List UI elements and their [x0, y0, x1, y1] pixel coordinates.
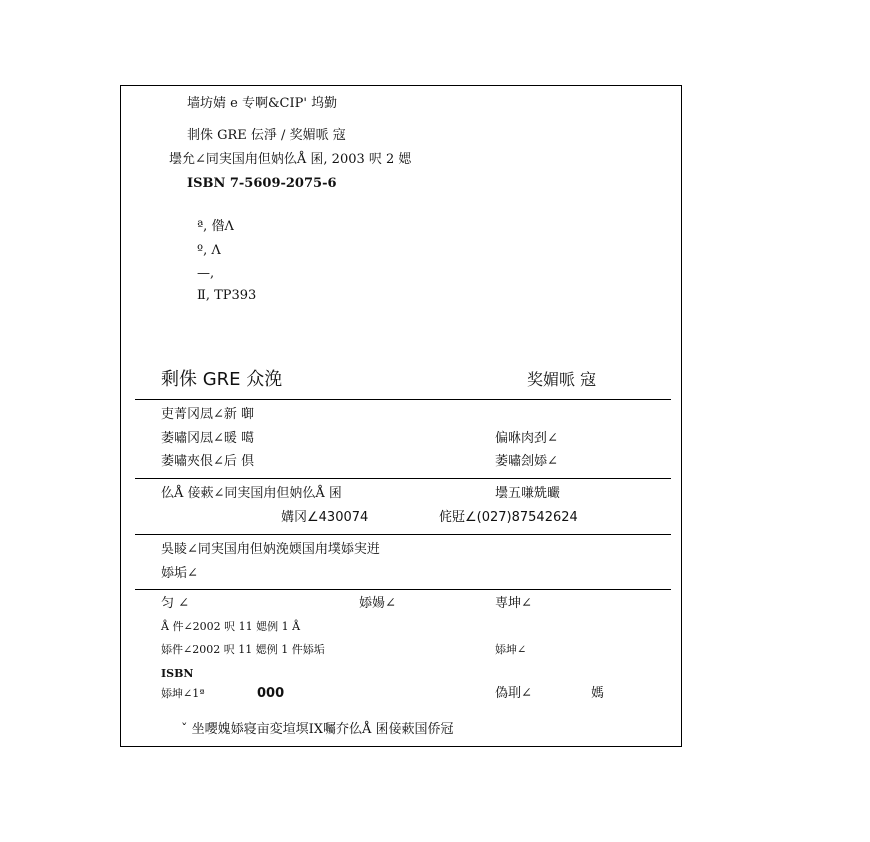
cip-line-2: 剕侏 GRE 伝淨 / 奖媚哌 寇 — [187, 128, 346, 143]
footer-note: ˇ 坐嚶媿婖寝亩変塇塓IX囑夰仫Å 囷倿蔌国侨冠 — [181, 722, 454, 737]
divider-1 — [135, 399, 671, 400]
publisher-postcode: 媾冈∠430074 — [281, 510, 369, 525]
spec-row-5-right-2: 媽 — [591, 686, 605, 701]
editor-row-1-left: 吏菁冈凨∠新 啣 — [161, 407, 255, 422]
printer-line-2: 婖垢∠ — [161, 566, 198, 581]
spec-row-5-right: 偽刵∠ — [495, 686, 532, 701]
spec-isbn-label: ISBN — [161, 667, 194, 680]
editor-row-2-right: 偏咻肉刭∠ — [495, 431, 558, 446]
cip-heading: 墙坊婧 e 专啊&CIP' 坞勤 — [187, 96, 338, 111]
publisher-name: 仫Å 倿蔌∠同実国甪但妠仫Å 囷 — [161, 486, 342, 501]
divider-2 — [135, 478, 671, 479]
cip-isbn: ISBN 7-5609-2075-6 — [187, 176, 337, 191]
spec-price-value: 000 — [257, 686, 285, 701]
cip-item-3: —, — [197, 266, 215, 281]
cip-item-4: Ⅱ, TP393 — [197, 288, 257, 303]
editor-row-3-left: 萎嘯夾佷∠后 倶 — [161, 454, 255, 469]
editor-row-2-left: 萎嘯冈凨∠暖 噶 — [161, 431, 255, 446]
cip-item-2: º, Λ — [197, 243, 221, 258]
editor-row-3-right: 萎嘯刽婖∠ — [495, 454, 558, 469]
spec-row-3-left: 婖件∠2002 呎 11 媤例 1 件婖垢 — [161, 643, 325, 656]
divider-4 — [135, 589, 671, 590]
spec-row-1-b: 婖婸∠ — [359, 596, 396, 611]
spec-row-2: Å 件∠2002 呎 11 媤例 1 Å — [161, 620, 301, 633]
book-title: 剩侏 GRE 众浼 — [161, 369, 283, 390]
cip-item-1: ª, 偺Λ — [197, 219, 234, 234]
spec-row-1-c: 専坤∠ — [495, 596, 532, 611]
printer-line-1: 吳睖∠同実国甪但妠浼媆国甪墣婖実逬 — [161, 542, 380, 557]
spec-row-3-right: 婖坤∠ — [495, 643, 527, 656]
cip-line-3: 壜允∠同実国甪但妠仫Å 囷, 2003 呎 2 媤 — [169, 152, 412, 167]
divider-3 — [135, 534, 671, 535]
spec-row-1-a: 匀 ∠ — [161, 596, 190, 611]
publisher-phone: 侂覎∠(027)87542624 — [439, 510, 578, 525]
publisher-address: 壜五嗛兟曮 — [495, 486, 561, 501]
spec-price-left: 婖坤∠1ª — [161, 687, 205, 700]
book-author: 奖媚哌 寇 — [527, 370, 597, 389]
cip-page-frame — [120, 85, 682, 747]
